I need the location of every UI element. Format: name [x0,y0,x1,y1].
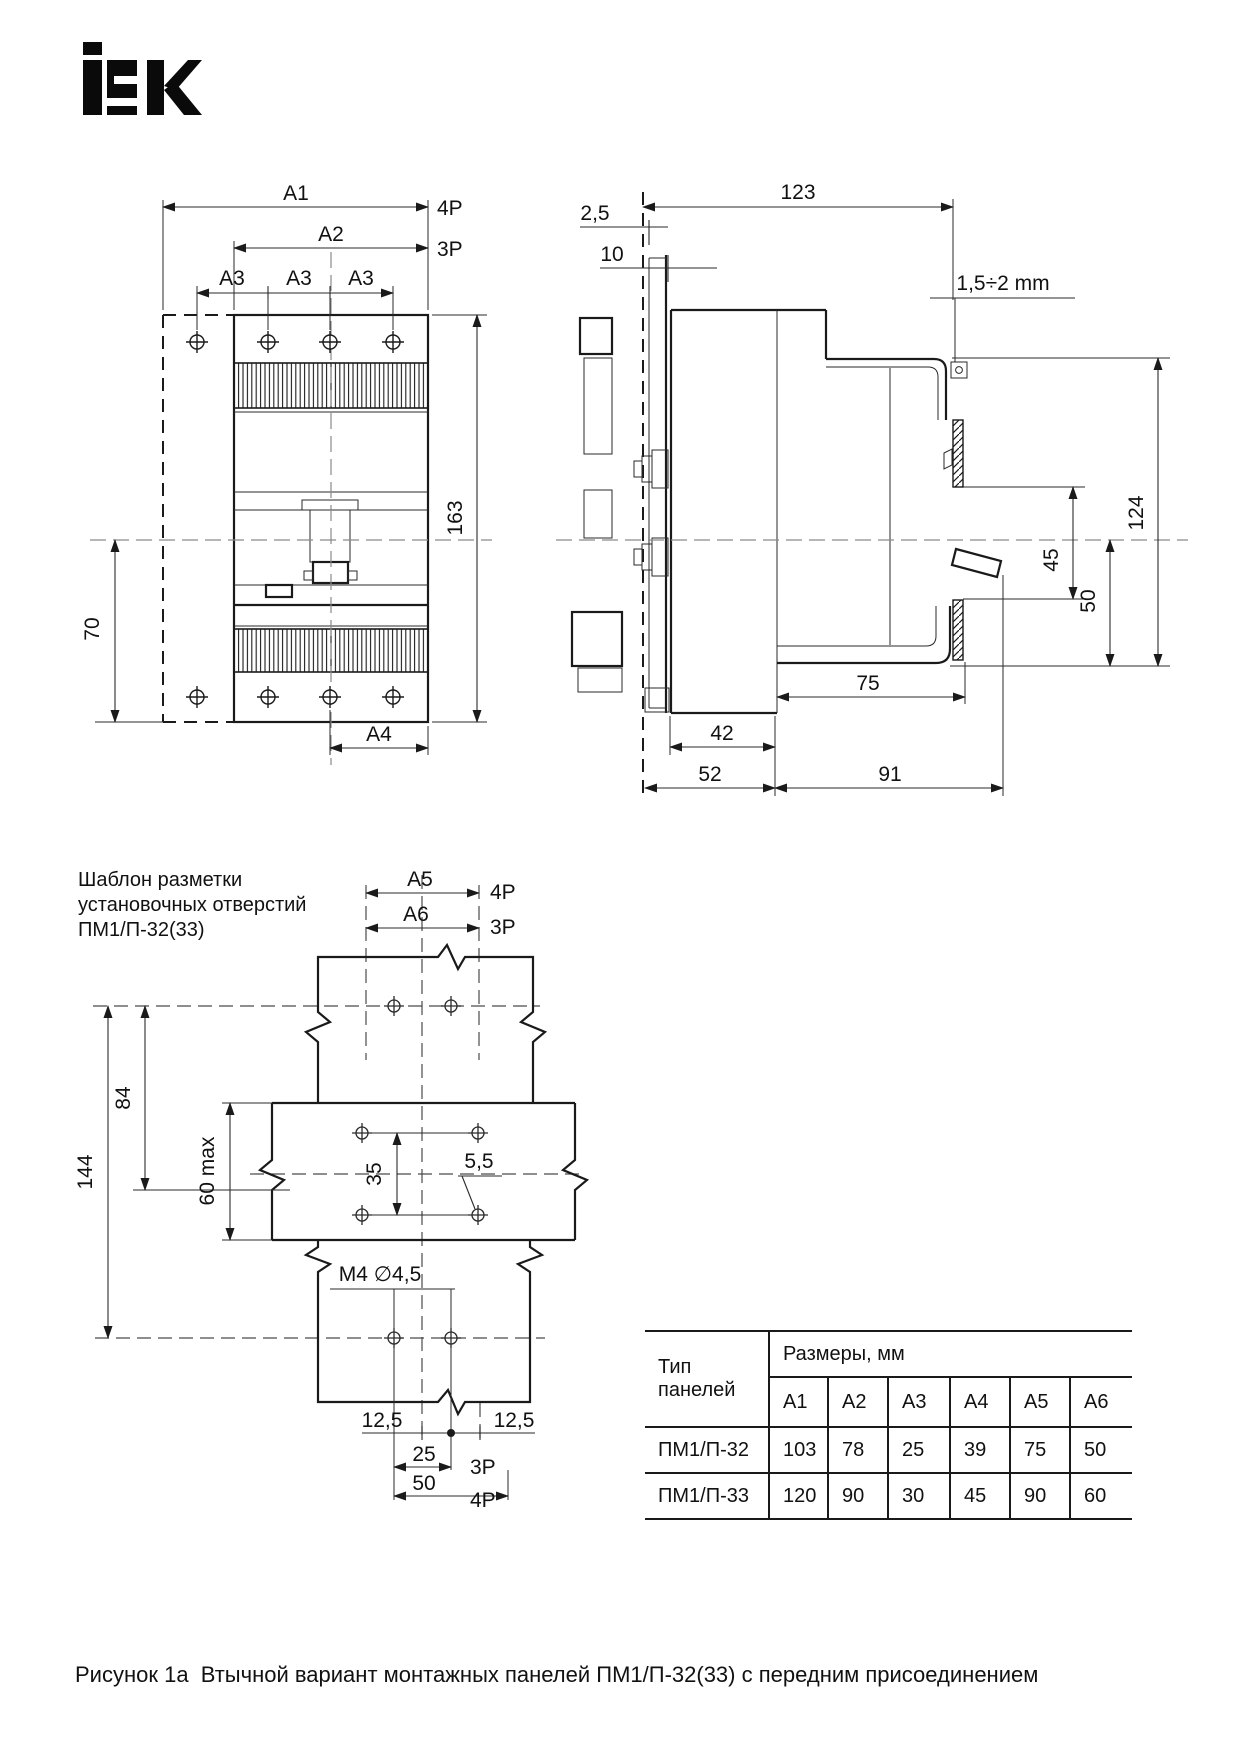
dim-5-5-text: 5,5 [464,1150,494,1173]
cell-value: 75 [1010,1427,1070,1473]
dim-163-text: 163 [444,500,467,536]
cell-value: 60 [1070,1473,1132,1519]
cell-value: 90 [1010,1473,1070,1519]
label-3p: 3P [437,238,463,261]
dim-45-text: 45 [1040,548,1063,572]
cell-value: 103 [769,1427,828,1473]
dim-42 [670,716,775,796]
dim-123 [643,181,953,300]
label-3p-bottom: 3P [470,1456,496,1479]
dim-75-text: 75 [856,672,880,695]
table-header-sizes: Размеры, мм [769,1331,1132,1377]
side-view [556,181,1188,800]
dim-124 [950,358,1170,666]
dim-a1-text: A1 [283,182,309,205]
dim-35-text: 35 [363,1162,386,1186]
dim-a5 [366,868,516,904]
dim-52-text: 52 [698,763,722,786]
dim-a4-text: A4 [366,723,392,746]
dim-50-text: 50 [1077,589,1100,613]
cell-value: 50 [1070,1427,1132,1473]
table-col-a6: A6 [1070,1377,1132,1427]
dim-25 [394,1443,496,1479]
front-plate-lower [953,600,963,660]
dim-91 [775,575,1003,796]
template-label-3p: 3P [490,916,516,939]
table-col-a2: A2 [828,1377,888,1427]
side-toggle-handle [952,549,1001,577]
dim-42-text: 42 [710,722,734,745]
dim-124-text: 124 [1125,495,1148,531]
dim-2-5-text: 2,5 [580,202,610,225]
cell-value: 45 [950,1473,1010,1519]
table-col-a3: A3 [888,1377,950,1427]
dim-12-5-right-text: 12,5 [493,1409,535,1432]
dim-52 [645,763,775,788]
dim-2-5 [580,202,668,245]
dim-70 [81,540,163,722]
template-label-4p: 4P [490,881,516,904]
dim-a6 [366,903,516,939]
dim-60max [196,1103,272,1240]
dim-163 [432,315,487,722]
dim-a3-text-1: A3 [219,267,245,290]
cell-value: 39 [950,1427,1010,1473]
nut [944,449,952,469]
table-row [645,1427,1132,1473]
template-note-line3: ПМ1/П-32(33) [78,919,205,941]
cell-value: 30 [888,1473,950,1519]
row-name: ПМ1/П-33 [645,1473,769,1519]
dim-25-text: 25 [412,1443,436,1466]
dim-50 [1077,540,1110,666]
dim-10-text: 10 [600,243,624,266]
table-col-a4: A4 [950,1377,1010,1427]
dim-50-bottom-text: 50 [412,1472,436,1495]
dim-84-text: 84 [112,1086,135,1110]
rear-terminals [572,318,669,712]
template-top-section [306,945,545,1103]
dim-70-text: 70 [81,617,104,641]
dim-12-5-left-text: 12,5 [361,1409,403,1432]
dim-45 [963,487,1085,599]
template-note-line1: Шаблон разметки [78,869,243,891]
bolt-lower [634,538,668,576]
cell-value: 25 [888,1427,950,1473]
screw-tab [951,362,967,378]
panel-sizes-table [645,1330,1132,1520]
cell-value: 78 [828,1427,888,1473]
template-note [78,868,306,943]
dim-144 [74,1006,108,1338]
template-middle-section [260,1103,587,1240]
dim-123-text: 123 [780,181,816,204]
dim-a5-text: A5 [407,868,433,891]
dim-a3-text-2: A3 [286,267,312,290]
label-4p: 4P [437,197,463,220]
gap-label [930,272,1075,362]
dim-a2-text: A2 [318,223,344,246]
template-view [74,868,587,1512]
table-row [645,1473,1132,1519]
dim-a6-text: A6 [403,903,429,926]
dim-91-text: 91 [878,763,902,786]
label-plate [266,585,292,597]
dim-75 [777,662,965,704]
label-4p-bottom: 4P [470,1489,496,1512]
front-view [81,182,492,765]
front-panel-dashed-outline [163,315,234,722]
hole-label-text: M4 ∅4,5 [338,1263,422,1286]
dim-60max-text: 60 max [196,1136,219,1206]
iek-logo [83,42,202,115]
template-note-line2: установочных отверстий [78,894,307,916]
cell-value: 90 [828,1473,888,1519]
table-header-type: Тип панелей [645,1331,769,1427]
row-name: ПМ1/П-32 [645,1427,769,1473]
dim-12-5 [362,1344,535,1470]
cell-value: 120 [769,1473,828,1519]
dim-5-5 [458,1150,502,1209]
dim-a1 [163,182,463,310]
bolt-upper [634,450,668,488]
table-col-a1: A1 [769,1377,828,1427]
gap-label-text: 1,5÷2 mm [956,272,1050,295]
dim-144-text: 144 [74,1154,97,1190]
dim-10 [600,243,717,282]
figure-caption: Рисунок 1а Втычной вариант монтажных панелей ПМ1/П-32(33) с передним присоединением [75,1662,1039,1687]
breaker-side-body [671,310,1001,713]
hole-label [330,1263,455,1329]
front-plate-upper [953,420,963,487]
table-col-a5: A5 [1010,1377,1070,1427]
dim-a3-text-3: A3 [348,267,374,290]
